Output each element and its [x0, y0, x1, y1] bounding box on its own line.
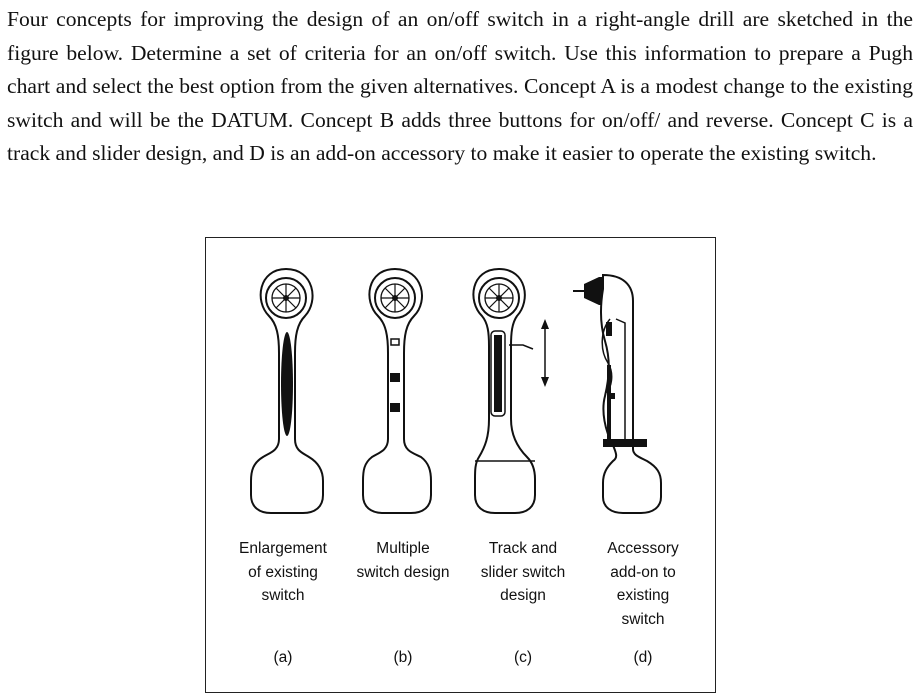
caption-c: Track and slider switch design — [480, 540, 566, 604]
label-a: (a) — [273, 649, 293, 666]
switch-button-icon — [391, 339, 399, 345]
switch-button-icon — [390, 373, 400, 382]
drill-d-sketch — [573, 275, 661, 513]
enlarged-switch-icon — [281, 332, 293, 436]
drill-bit-chuck-icon — [584, 277, 603, 305]
accessory-lever-icon — [607, 365, 611, 445]
caption-d: Accessory add-on to existing switch — [607, 540, 679, 628]
drill-b-sketch — [363, 269, 431, 513]
switch-button-icon — [390, 403, 400, 412]
slider-knob-icon — [494, 335, 502, 412]
accessory-clamp-icon — [603, 439, 647, 447]
problem-statement: Four concepts for improving the design of an on/off switch in a right-angle drill are sketched in the figure below. Determine a set of criteria for an on/off switch. Use this information to prepare a Pugh chart and select the best option from the given alternatives. Concept A is a modest change to the existing switch and will be the DATUM. Concept B adds three buttons for on/off/ and reverse. Concept C is a track and slider design, and D is an add-on accessory to make it easier to operate the existing switch. — [7, 7, 913, 166]
label-b: (b) — [393, 649, 413, 666]
drill-a-sketch — [251, 269, 323, 513]
caption-b: Multiple switch design — [356, 540, 450, 581]
concept-figure — [205, 237, 716, 693]
drill-c-sketch — [473, 269, 549, 513]
label-d: (d) — [633, 649, 653, 666]
label-c: (c) — [513, 649, 533, 666]
caption-a: Enlargement of existing switch — [239, 540, 327, 604]
